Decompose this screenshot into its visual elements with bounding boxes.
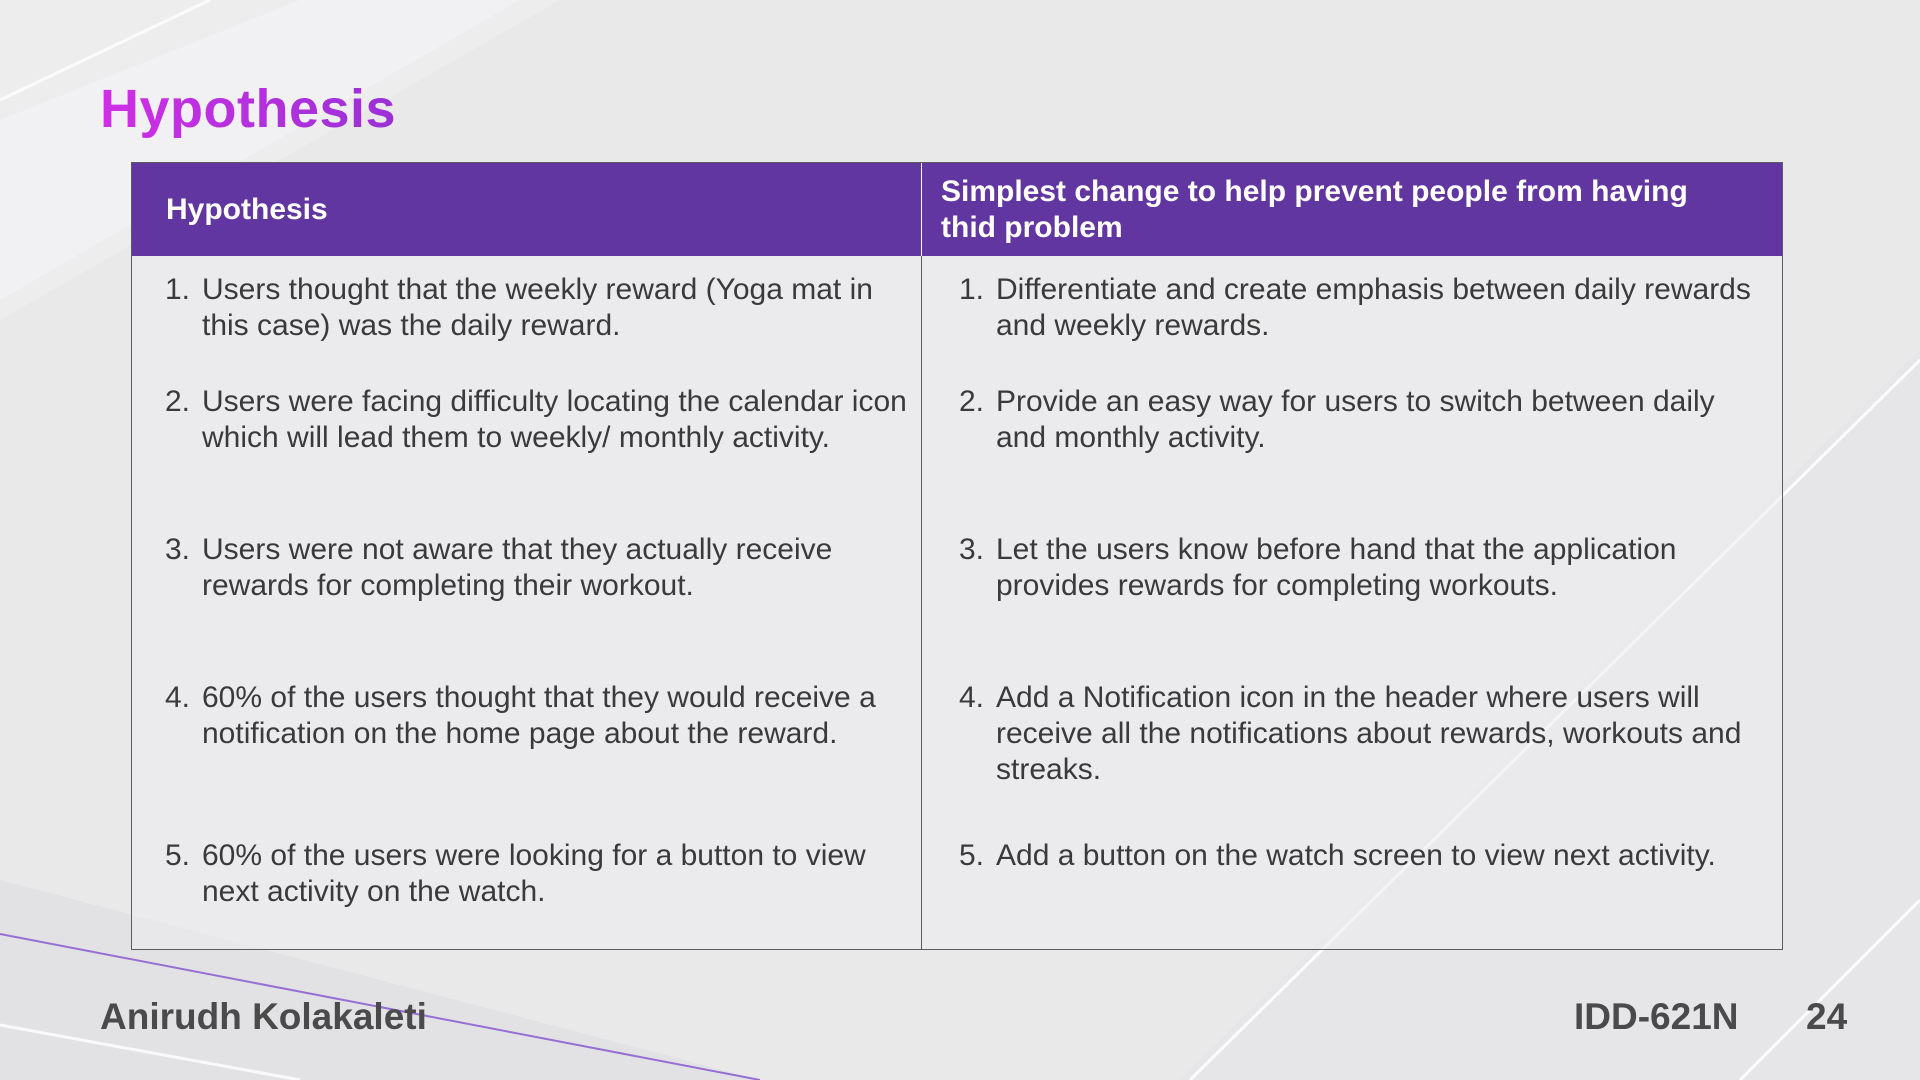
list-item-text: Add a Notification icon in the header where users will receive all the notifications about rewards, workouts and streaks. [996,681,1742,786]
list-item-number: 5. [165,839,191,872]
list-item-number: 1. [165,273,191,306]
list-item-text: Users were facing difficulty locating the calendar icon which will lead them to weekly/ monthly activity. [202,385,907,454]
changes-list [922,256,1782,949]
list-item-text: Users were not aware that they actually receive rewards for completing their workout. [202,533,833,602]
footer-author: Anirudh Kolakaleti [100,996,427,1037]
list-item [165,384,911,532]
list-item [959,680,1762,838]
header-simplest-change: Simplest change to help prevent people from having thid problem [941,174,1688,244]
list-item [959,272,1762,384]
page-number: 24 [1806,996,1848,1037]
list-item-text: 60% of the users thought that they would receive a notification on the home page about the reward. [202,681,876,750]
list-item-text: Add a button on the watch screen to view next activity. [996,839,1716,872]
list-item-number: 2. [959,385,985,418]
list-item-text: Differentiate and create emphasis between daily rewards and weekly rewards. [996,273,1751,342]
list-item-text: Provide an easy way for users to switch between daily and monthly activity. [996,385,1715,454]
list-item [959,838,1762,874]
list-item-number: 2. [165,385,191,418]
list-item-number: 4. [165,681,191,714]
list-item-text: Let the users know before hand that the application provides rewards for completing workouts. [996,533,1677,602]
table-header-row [132,163,1782,256]
list-item [165,272,911,384]
list-item-number: 4. [959,681,985,714]
list-item [959,384,1762,532]
list-item-number: 5. [959,839,985,872]
list-item [165,838,911,910]
page-title: Hypothesis [100,79,397,139]
table-body [132,256,1782,949]
hypotheses-list [132,256,922,949]
list-item [165,532,911,680]
list-item-number: 3. [165,533,191,566]
header-hypothesis: Hypothesis [132,163,922,256]
list-item-number: 3. [959,533,985,566]
list-item-text: 60% of the users were looking for a button to view next activity on the watch. [202,839,866,908]
footer-course-code: IDD-621N [1574,996,1739,1037]
list-item [959,532,1762,680]
list-item [165,680,911,838]
hypothesis-table [131,162,1783,950]
list-item-number: 1. [959,273,985,306]
list-item-text: Users thought that the weekly reward (Yoga mat in this case) was the daily reward. [202,273,873,342]
